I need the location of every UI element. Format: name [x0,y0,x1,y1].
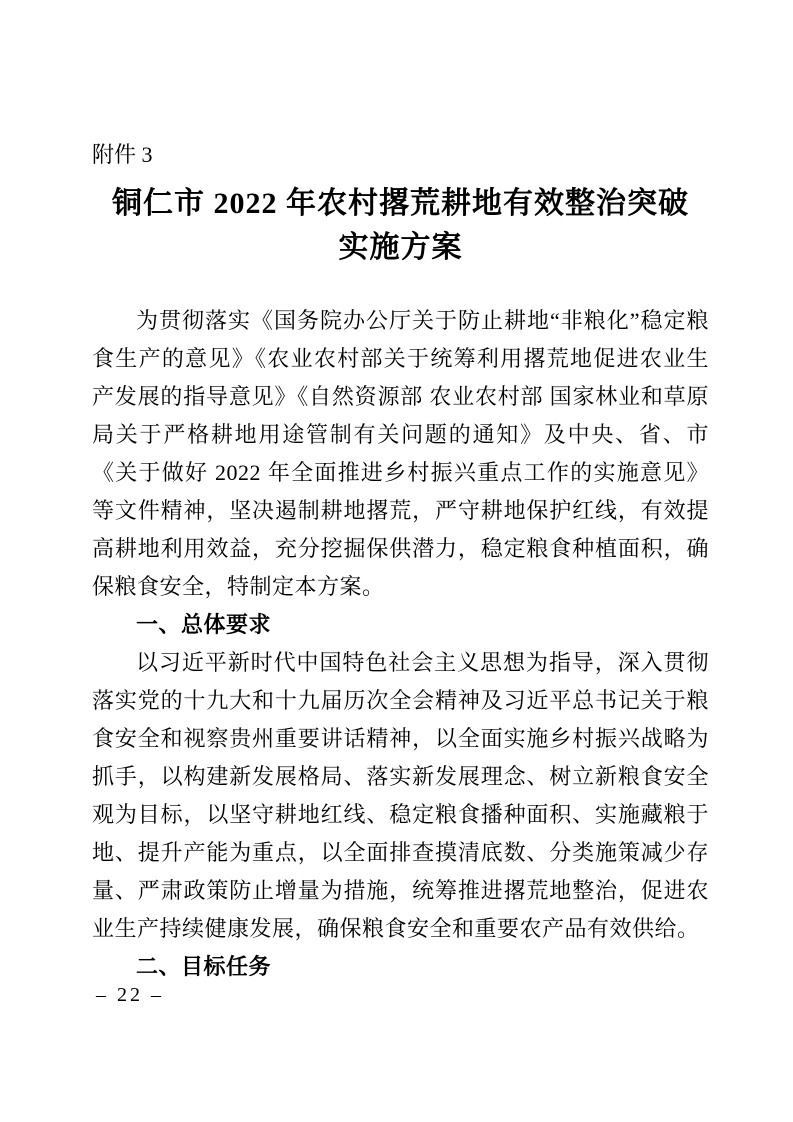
section-heading-target-tasks: 二、目标任务 [136,954,272,979]
attachment-label: 附件 3 [92,142,153,167]
page-number: – 22 – [96,984,164,1006]
paragraph-overall-requirements: 以习近平新时代中国特色社会主义思想为指导，深入贯彻落实党的十九大和十九届历次全会精神及习近平总书记关于粮食安全和视察贵州重要讲话精神，以全面实施乡村振兴战略为抓手，以构建新发展格局、落实新发展理念、树立新粮食安全观为目标，以坚守耕地红线、稳定粮食播种面积、实施藏粮于地、提升产能为重点，以全面排查摸清底数、分类施策减少存量、严肃政策防止增量为措施，统筹推进撂荒地整治，促进农业生产持续健康发展，确保粮食安全和重要农产品有效供给。 [92,650,709,941]
document-title [92,182,709,270]
document-title-line-2: 实施方案 [338,231,463,264]
section-heading-overall-requirements: 一、总体要求 [136,612,272,637]
paragraph-preamble: 为贯彻落实《国务院办公厅关于防止耕地“非粮化”稳定粮食生产的意见》《农业农村部关于统筹利用撂荒地促进农业生产发展的指导意见》《自然资源部 农业农村部 国家林业和草原局关于严格耕地用途管制有关问题的通知》及中央、省、市《关于做好 2022 年全面推进乡村振兴重点工作的实施意见》等文件精神，坚决遏制耕地撂荒，严守耕地保护红线，有效提高耕地利用效益，充分挖掘保供潜力，稳定粮食种植面积，确保粮食安全，特制定本方案。 [92,308,709,599]
document-title-line-1: 铜仁市 2022 年农村撂荒耕地有效整治突破 [112,187,689,220]
